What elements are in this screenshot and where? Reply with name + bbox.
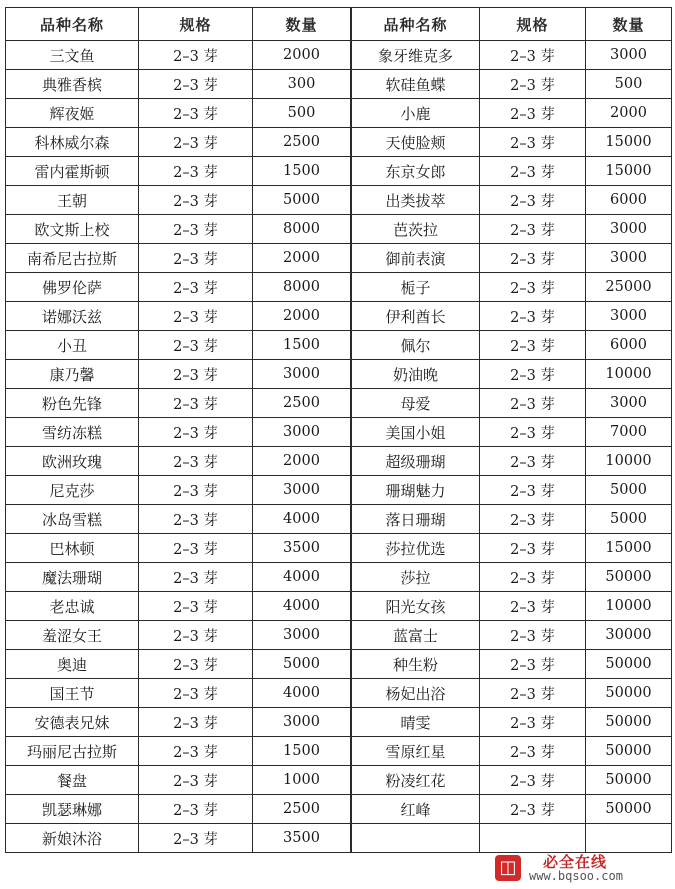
spec-cell: 2–3 芽 bbox=[139, 418, 253, 447]
variety-name-cell: 阳光女孩 bbox=[352, 592, 480, 621]
spec-cell: 2–3 芽 bbox=[139, 302, 253, 331]
table-row bbox=[6, 679, 351, 708]
variety-name-cell: 典雅香槟 bbox=[6, 70, 139, 99]
book-logo-icon: ◫ bbox=[495, 855, 521, 881]
variety-name-cell: 康乃馨 bbox=[6, 360, 139, 389]
table-row bbox=[6, 621, 351, 650]
spec-cell: 2–3 芽 bbox=[139, 592, 253, 621]
variety-name-cell: 国王节 bbox=[6, 679, 139, 708]
spec-cell: 2–3 芽 bbox=[139, 389, 253, 418]
watermark-url: www.bqsoo.com bbox=[529, 869, 623, 883]
spec-cell: 2–3 芽 bbox=[480, 534, 586, 563]
variety-name-cell: 老忠诚 bbox=[6, 592, 139, 621]
quantity-cell: 300 bbox=[253, 70, 351, 99]
variety-name-cell: 粉色先锋 bbox=[6, 389, 139, 418]
table-row bbox=[6, 708, 351, 737]
table-body-right bbox=[352, 41, 672, 853]
variety-name-cell: 雪原红星 bbox=[352, 737, 480, 766]
spec-cell: 2–3 芽 bbox=[139, 244, 253, 273]
variety-name-cell: 诺娜沃兹 bbox=[6, 302, 139, 331]
spec-cell: 2–3 芽 bbox=[139, 650, 253, 679]
variety-name-cell: 南希尼古拉斯 bbox=[6, 244, 139, 273]
quantity-cell: 25000 bbox=[586, 273, 672, 302]
table-row bbox=[6, 563, 351, 592]
table-row bbox=[352, 99, 672, 128]
quantity-cell: 5000 bbox=[253, 650, 351, 679]
spec-cell: 2–3 芽 bbox=[480, 737, 586, 766]
quantity-cell: 3000 bbox=[253, 621, 351, 650]
table-row bbox=[352, 389, 672, 418]
spec-cell: 2–3 芽 bbox=[480, 795, 586, 824]
spec-cell: 2–3 芽 bbox=[480, 592, 586, 621]
spec-cell: 2–3 芽 bbox=[480, 128, 586, 157]
variety-name-cell: 粉凌红花 bbox=[352, 766, 480, 795]
variety-name-cell: 餐盘 bbox=[6, 766, 139, 795]
table-row bbox=[352, 70, 672, 99]
variety-name-cell: 杨妃出浴 bbox=[352, 679, 480, 708]
table-row bbox=[352, 128, 672, 157]
table-row bbox=[6, 70, 351, 99]
spec-cell: 2–3 芽 bbox=[480, 563, 586, 592]
table-row bbox=[6, 418, 351, 447]
variety-name-cell: 佛罗伦萨 bbox=[6, 273, 139, 302]
quantity-cell: 8000 bbox=[253, 215, 351, 244]
variety-table-right bbox=[351, 7, 672, 853]
spec-cell: 2–3 芽 bbox=[139, 476, 253, 505]
variety-name-cell bbox=[352, 824, 480, 853]
spec-cell: 2–3 芽 bbox=[480, 273, 586, 302]
table-body-left bbox=[6, 41, 351, 853]
watermark bbox=[495, 851, 665, 885]
quantity-cell: 10000 bbox=[586, 592, 672, 621]
table-row bbox=[352, 650, 672, 679]
spec-cell: 2–3 芽 bbox=[139, 679, 253, 708]
variety-name-cell: 东京女郎 bbox=[352, 157, 480, 186]
spec-cell: 2–3 芽 bbox=[139, 128, 253, 157]
spec-cell: 2–3 芽 bbox=[139, 273, 253, 302]
spec-cell: 2–3 芽 bbox=[480, 99, 586, 128]
header-quantity: 数量 bbox=[253, 8, 351, 41]
quantity-cell: 2000 bbox=[586, 99, 672, 128]
variety-name-cell: 蓝富士 bbox=[352, 621, 480, 650]
header-quantity: 数量 bbox=[586, 8, 672, 41]
quantity-cell: 3500 bbox=[253, 534, 351, 563]
quantity-cell: 3000 bbox=[253, 476, 351, 505]
table-row bbox=[352, 244, 672, 273]
table-row bbox=[352, 679, 672, 708]
variety-name-cell: 雷内霍斯顿 bbox=[6, 157, 139, 186]
table-row bbox=[6, 99, 351, 128]
spec-cell: 2–3 芽 bbox=[480, 331, 586, 360]
spec-cell: 2–3 芽 bbox=[480, 708, 586, 737]
variety-name-cell: 天使脸颊 bbox=[352, 128, 480, 157]
variety-name-cell: 芭茨拉 bbox=[352, 215, 480, 244]
quantity-cell: 4000 bbox=[253, 679, 351, 708]
spec-cell: 2–3 芽 bbox=[480, 41, 586, 70]
spec-cell: 2–3 芽 bbox=[480, 418, 586, 447]
quantity-cell: 2500 bbox=[253, 389, 351, 418]
spec-cell: 2–3 芽 bbox=[139, 824, 253, 853]
quantity-cell: 15000 bbox=[586, 157, 672, 186]
table-row bbox=[6, 534, 351, 563]
spec-cell: 2–3 芽 bbox=[480, 505, 586, 534]
tables-wrapper bbox=[5, 7, 669, 853]
table-row bbox=[352, 766, 672, 795]
table-row bbox=[352, 302, 672, 331]
quantity-cell: 1500 bbox=[253, 737, 351, 766]
variety-name-cell: 雪纺冻糕 bbox=[6, 418, 139, 447]
quantity-cell: 3000 bbox=[586, 302, 672, 331]
variety-name-cell: 出类拔萃 bbox=[352, 186, 480, 215]
quantity-cell: 3500 bbox=[253, 824, 351, 853]
variety-name-cell: 佩尔 bbox=[352, 331, 480, 360]
quantity-cell: 50000 bbox=[586, 650, 672, 679]
variety-name-cell: 凯瑟琳娜 bbox=[6, 795, 139, 824]
table-row bbox=[352, 592, 672, 621]
quantity-cell: 3000 bbox=[586, 41, 672, 70]
quantity-cell: 4000 bbox=[253, 563, 351, 592]
table-row bbox=[6, 795, 351, 824]
header-row bbox=[6, 8, 351, 41]
table-row bbox=[6, 331, 351, 360]
header-row bbox=[352, 8, 672, 41]
variety-name-cell: 欧洲玫瑰 bbox=[6, 447, 139, 476]
quantity-cell bbox=[586, 824, 672, 853]
variety-name-cell: 象牙维克多 bbox=[352, 41, 480, 70]
spec-cell: 2–3 芽 bbox=[139, 186, 253, 215]
quantity-cell: 7000 bbox=[586, 418, 672, 447]
table-row bbox=[6, 737, 351, 766]
spec-cell: 2–3 芽 bbox=[139, 99, 253, 128]
table-row bbox=[352, 360, 672, 389]
spec-cell: 2–3 芽 bbox=[139, 795, 253, 824]
table-row bbox=[6, 824, 351, 853]
spec-cell: 2–3 芽 bbox=[480, 186, 586, 215]
variety-name-cell: 小鹿 bbox=[352, 99, 480, 128]
variety-name-cell: 红峰 bbox=[352, 795, 480, 824]
quantity-cell: 5000 bbox=[586, 505, 672, 534]
spec-cell: 2–3 芽 bbox=[480, 244, 586, 273]
variety-name-cell: 冰岛雪糕 bbox=[6, 505, 139, 534]
table-row bbox=[6, 650, 351, 679]
quantity-cell: 30000 bbox=[586, 621, 672, 650]
variety-name-cell: 母爱 bbox=[352, 389, 480, 418]
quantity-cell: 15000 bbox=[586, 128, 672, 157]
spec-cell: 2–3 芽 bbox=[480, 360, 586, 389]
table-row bbox=[352, 447, 672, 476]
spec-cell: 2–3 芽 bbox=[480, 215, 586, 244]
spec-cell: 2–3 芽 bbox=[480, 766, 586, 795]
quantity-cell: 8000 bbox=[253, 273, 351, 302]
table-row bbox=[352, 824, 672, 853]
variety-name-cell: 奶油晚 bbox=[352, 360, 480, 389]
variety-name-cell: 巴林顿 bbox=[6, 534, 139, 563]
variety-name-cell: 欧文斯上校 bbox=[6, 215, 139, 244]
spec-cell: 2–3 芽 bbox=[139, 70, 253, 99]
spec-cell: 2–3 芽 bbox=[139, 708, 253, 737]
table-row bbox=[6, 157, 351, 186]
quantity-cell: 50000 bbox=[586, 708, 672, 737]
variety-name-cell: 小丑 bbox=[6, 331, 139, 360]
variety-name-cell: 美国小姐 bbox=[352, 418, 480, 447]
table-row bbox=[352, 331, 672, 360]
table-row bbox=[352, 534, 672, 563]
variety-name-cell: 奥迪 bbox=[6, 650, 139, 679]
table-row bbox=[6, 592, 351, 621]
quantity-cell: 10000 bbox=[586, 360, 672, 389]
table-row bbox=[6, 41, 351, 70]
table-row bbox=[352, 41, 672, 70]
quantity-cell: 6000 bbox=[586, 331, 672, 360]
quantity-cell: 3000 bbox=[586, 389, 672, 418]
spec-cell: 2–3 芽 bbox=[480, 447, 586, 476]
variety-name-cell: 羞涩女王 bbox=[6, 621, 139, 650]
variety-name-cell: 莎拉 bbox=[352, 563, 480, 592]
spec-cell: 2–3 芽 bbox=[480, 621, 586, 650]
quantity-cell: 50000 bbox=[586, 563, 672, 592]
header-variety-name: 品种名称 bbox=[6, 8, 139, 41]
variety-name-cell: 莎拉优选 bbox=[352, 534, 480, 563]
quantity-cell: 2000 bbox=[253, 302, 351, 331]
quantity-cell: 50000 bbox=[586, 795, 672, 824]
variety-name-cell: 王朝 bbox=[6, 186, 139, 215]
table-row bbox=[352, 795, 672, 824]
table-row bbox=[6, 360, 351, 389]
spec-cell: 2–3 芽 bbox=[139, 737, 253, 766]
table-row bbox=[352, 737, 672, 766]
variety-name-cell: 软硅鱼蝶 bbox=[352, 70, 480, 99]
spec-cell: 2–3 芽 bbox=[480, 650, 586, 679]
quantity-cell: 50000 bbox=[586, 766, 672, 795]
quantity-cell: 10000 bbox=[586, 447, 672, 476]
variety-name-cell: 落日珊瑚 bbox=[352, 505, 480, 534]
quantity-cell: 2000 bbox=[253, 41, 351, 70]
table-row bbox=[6, 186, 351, 215]
spec-cell: 2–3 芽 bbox=[139, 621, 253, 650]
quantity-cell: 1000 bbox=[253, 766, 351, 795]
variety-name-cell: 晴雯 bbox=[352, 708, 480, 737]
table-row bbox=[6, 244, 351, 273]
header-spec: 规格 bbox=[480, 8, 586, 41]
spec-cell: 2–3 芽 bbox=[139, 534, 253, 563]
table-row bbox=[352, 505, 672, 534]
spec-cell: 2–3 芽 bbox=[139, 157, 253, 186]
variety-name-cell: 三文鱼 bbox=[6, 41, 139, 70]
table-row bbox=[6, 302, 351, 331]
spec-cell: 2–3 芽 bbox=[139, 360, 253, 389]
table-row bbox=[6, 128, 351, 157]
spec-cell: 2–3 芽 bbox=[480, 476, 586, 505]
variety-name-cell: 安德表兄妹 bbox=[6, 708, 139, 737]
spec-cell: 2–3 芽 bbox=[480, 70, 586, 99]
table-row bbox=[352, 273, 672, 302]
variety-name-cell: 超级珊瑚 bbox=[352, 447, 480, 476]
variety-name-cell: 辉夜姬 bbox=[6, 99, 139, 128]
variety-table-left bbox=[5, 7, 351, 853]
spec-cell: 2–3 芽 bbox=[139, 447, 253, 476]
quantity-cell: 2500 bbox=[253, 128, 351, 157]
variety-name-cell: 新娘沐浴 bbox=[6, 824, 139, 853]
spec-cell: 2–3 芽 bbox=[139, 331, 253, 360]
variety-name-cell: 伊利酋长 bbox=[352, 302, 480, 331]
spec-cell: 2–3 芽 bbox=[139, 41, 253, 70]
table-row bbox=[352, 563, 672, 592]
variety-name-cell: 栀子 bbox=[352, 273, 480, 302]
table-row bbox=[352, 157, 672, 186]
header-spec: 规格 bbox=[139, 8, 253, 41]
quantity-cell: 1500 bbox=[253, 157, 351, 186]
table-row bbox=[6, 447, 351, 476]
variety-name-cell: 珊瑚魅力 bbox=[352, 476, 480, 505]
spec-cell: 2–3 芽 bbox=[480, 302, 586, 331]
quantity-cell: 1500 bbox=[253, 331, 351, 360]
spec-cell bbox=[480, 824, 586, 853]
quantity-cell: 3000 bbox=[586, 244, 672, 273]
quantity-cell: 3000 bbox=[253, 418, 351, 447]
variety-name-cell: 玛丽尼古拉斯 bbox=[6, 737, 139, 766]
quantity-cell: 5000 bbox=[253, 186, 351, 215]
spec-cell: 2–3 芽 bbox=[480, 157, 586, 186]
spec-cell: 2–3 芽 bbox=[139, 505, 253, 534]
quantity-cell: 500 bbox=[253, 99, 351, 128]
variety-name-cell: 魔法珊瑚 bbox=[6, 563, 139, 592]
table-row bbox=[6, 389, 351, 418]
quantity-cell: 2500 bbox=[253, 795, 351, 824]
spec-cell: 2–3 芽 bbox=[480, 679, 586, 708]
quantity-cell: 3000 bbox=[253, 360, 351, 389]
variety-name-cell: 种生粉 bbox=[352, 650, 480, 679]
variety-name-cell: 御前表演 bbox=[352, 244, 480, 273]
table-row bbox=[352, 186, 672, 215]
quantity-cell: 50000 bbox=[586, 679, 672, 708]
table-row bbox=[352, 215, 672, 244]
table-row bbox=[352, 621, 672, 650]
table-row bbox=[6, 766, 351, 795]
table-row bbox=[6, 273, 351, 302]
spec-cell: 2–3 芽 bbox=[480, 389, 586, 418]
spec-cell: 2–3 芽 bbox=[139, 766, 253, 795]
quantity-cell: 15000 bbox=[586, 534, 672, 563]
quantity-cell: 500 bbox=[586, 70, 672, 99]
quantity-cell: 2000 bbox=[253, 447, 351, 476]
spec-cell: 2–3 芽 bbox=[139, 563, 253, 592]
table-row bbox=[352, 418, 672, 447]
quantity-cell: 6000 bbox=[586, 186, 672, 215]
table-row bbox=[6, 476, 351, 505]
quantity-cell: 4000 bbox=[253, 592, 351, 621]
spec-cell: 2–3 芽 bbox=[139, 215, 253, 244]
quantity-cell: 2000 bbox=[253, 244, 351, 273]
quantity-cell: 50000 bbox=[586, 737, 672, 766]
table-row bbox=[6, 215, 351, 244]
quantity-cell: 5000 bbox=[586, 476, 672, 505]
header-variety-name: 品种名称 bbox=[352, 8, 480, 41]
variety-name-cell: 科林威尔森 bbox=[6, 128, 139, 157]
quantity-cell: 4000 bbox=[253, 505, 351, 534]
watermark-text: 必全在线 bbox=[543, 853, 608, 871]
table-row bbox=[352, 708, 672, 737]
table-row bbox=[6, 505, 351, 534]
quantity-cell: 3000 bbox=[586, 215, 672, 244]
variety-name-cell: 尼克莎 bbox=[6, 476, 139, 505]
table-row bbox=[352, 476, 672, 505]
quantity-cell: 3000 bbox=[253, 708, 351, 737]
